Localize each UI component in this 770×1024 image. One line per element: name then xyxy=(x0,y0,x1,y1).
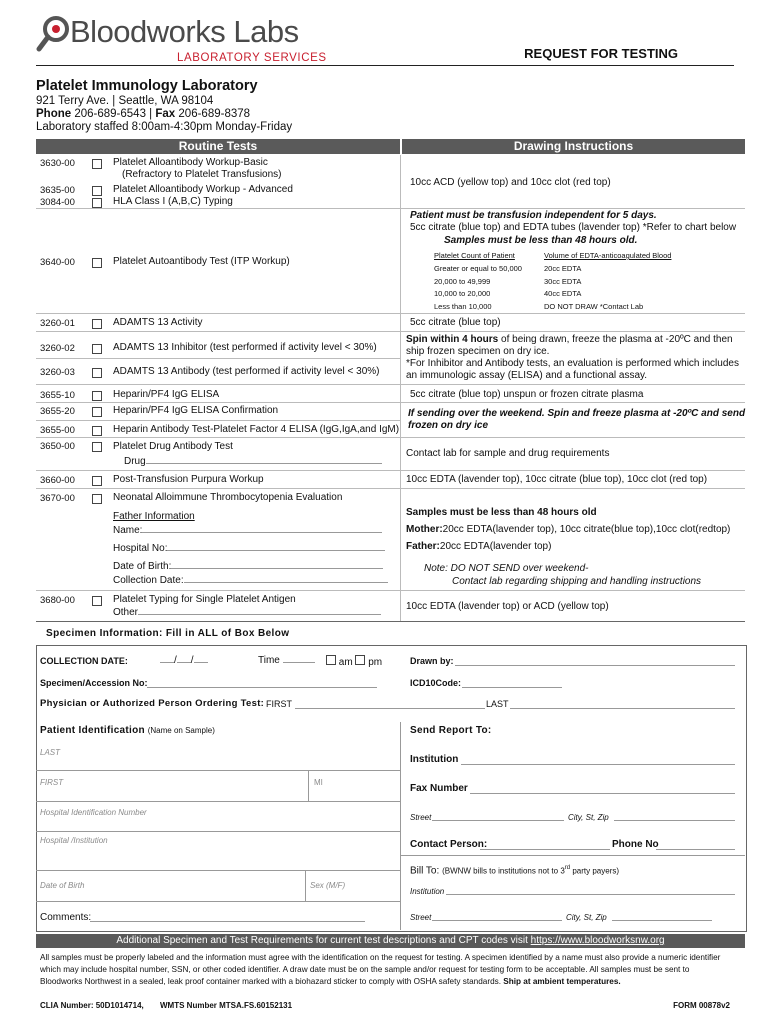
test-code: 3655-00 xyxy=(40,425,75,436)
label: Date of Birth: xyxy=(113,561,172,572)
icd-input[interactable] xyxy=(462,687,562,688)
checkbox-3640[interactable] xyxy=(92,258,102,268)
bill-institution-input[interactable] xyxy=(446,894,735,895)
row-divider xyxy=(36,208,745,209)
other-field xyxy=(113,607,381,619)
chart-cell: Greater or equal to 50,000 xyxy=(434,264,522,273)
am-pm-options xyxy=(326,655,382,669)
father-hospital-field xyxy=(113,543,385,555)
slash: / xyxy=(190,655,194,666)
emphasis: Mother: xyxy=(406,524,443,535)
label: Name: xyxy=(113,525,143,536)
test-name: ADAMTS 13 Inhibitor (test performed if activity level < 30%) xyxy=(113,342,377,353)
lab-name: Platelet Immunology Laboratory xyxy=(36,78,258,94)
row-divider xyxy=(36,331,745,332)
test-code: 3260-03 xyxy=(40,367,75,378)
checkbox-3260-02[interactable] xyxy=(92,344,102,354)
accession-input[interactable] xyxy=(147,687,377,688)
field-divider xyxy=(36,801,400,802)
slash: / xyxy=(174,655,177,666)
pm-checkbox[interactable] xyxy=(355,655,365,665)
checkbox-3635[interactable] xyxy=(92,186,102,196)
label: Other xyxy=(113,607,139,618)
form-number: FORM 00878v2 xyxy=(673,1001,730,1010)
am-checkbox[interactable] xyxy=(326,655,336,665)
separator: | xyxy=(149,108,153,120)
row-divider xyxy=(36,437,745,438)
test-code: 3084-00 xyxy=(40,197,75,208)
lab-contact xyxy=(36,108,250,120)
field-divider xyxy=(36,901,400,902)
chart-cell: 20cc EDTA xyxy=(544,264,582,273)
test-name: Neonatal Alloimmune Thrombocytopenia Evaluation xyxy=(113,492,343,503)
city-input[interactable] xyxy=(614,820,735,821)
collection-date-field xyxy=(113,575,388,587)
bill-to-line xyxy=(410,862,619,877)
test-name: ADAMTS 13 Antibody (test performed if activity level < 30%) xyxy=(113,366,380,377)
row-divider xyxy=(36,590,745,591)
test-name: Post-Transfusion Purpura Workup xyxy=(113,474,264,485)
test-code: 3660-00 xyxy=(40,475,75,486)
bill-to-label: Bill To: xyxy=(410,865,440,877)
label: Collection Date: xyxy=(113,575,184,586)
drawing-instruction: Samples must be less than 48 hours old xyxy=(406,507,597,518)
drawn-by-label: Drawn by: xyxy=(410,656,454,666)
row-divider xyxy=(36,384,745,385)
header-divider xyxy=(36,65,734,66)
drawing-instruction xyxy=(406,524,730,536)
row-divider xyxy=(36,402,745,403)
text: 20cc EDTA(lavender top) xyxy=(439,541,552,552)
test-code: 3670-00 xyxy=(40,493,75,504)
father-hospital-input[interactable] xyxy=(167,550,385,551)
test-code: 3635-00 xyxy=(40,185,75,196)
row-divider xyxy=(36,488,745,489)
text: of being drawn, freeze the plasma at -20ºC and then xyxy=(498,334,733,345)
test-name: Platelet Alloantibody Workup-Basic xyxy=(113,157,268,168)
phone-label: Phone xyxy=(36,108,72,120)
field-divider xyxy=(308,771,309,801)
fax-label: Fax xyxy=(155,108,176,120)
row-divider xyxy=(36,358,400,359)
checkbox-3260-01[interactable] xyxy=(92,319,102,329)
physician-label: Physician or Authorized Person Ordering Test: xyxy=(40,698,265,709)
fax-value: 206-689-8378 xyxy=(178,108,251,120)
comments-input[interactable] xyxy=(90,921,365,922)
bill-city-input[interactable] xyxy=(612,920,712,921)
bill-note: (BWNW bills to institutions not to 3 xyxy=(442,866,565,876)
drawing-instruction xyxy=(406,541,551,553)
wmts-number: WMTS Number MTSA.FS.60152131 xyxy=(160,1001,293,1010)
am-label: am xyxy=(338,657,353,668)
test-code: 3630-00 xyxy=(40,158,75,169)
comments-label: Comments: xyxy=(40,912,92,923)
checkbox-3670[interactable] xyxy=(92,494,102,504)
field-divider xyxy=(305,871,306,901)
fax-number-input[interactable] xyxy=(470,793,735,794)
drawing-instruction: frozen on dry ice xyxy=(408,420,489,431)
accession-label: Specimen/Accession No: xyxy=(40,678,148,688)
drug-input[interactable] xyxy=(146,463,382,464)
chart-cell: 20,000 to 49,999 xyxy=(434,277,491,286)
phone-no-label: Phone No xyxy=(612,839,659,850)
emphasis: Father: xyxy=(406,541,440,552)
father-dob-input[interactable] xyxy=(171,568,383,569)
patient-mi-label: MI xyxy=(314,778,323,787)
checkbox-3630[interactable] xyxy=(92,159,102,169)
dob-label: Date of Birth xyxy=(40,881,85,890)
time-input[interactable] xyxy=(283,662,315,663)
drawing-instruction xyxy=(406,334,733,346)
contact-person-input[interactable] xyxy=(480,849,610,850)
patient-id-note: (Name on Sample) xyxy=(147,726,215,735)
test-code: 3680-00 xyxy=(40,595,75,606)
physician-last-label: LAST xyxy=(486,699,509,709)
column-divider xyxy=(400,155,401,621)
other-input[interactable] xyxy=(138,614,381,615)
father-name-input[interactable] xyxy=(142,532,382,533)
test-code: 3655-20 xyxy=(40,406,75,417)
drawn-by-input[interactable] xyxy=(455,665,735,666)
logo xyxy=(36,14,336,64)
chart-cell: Less than 10,000 xyxy=(434,302,492,311)
father-name-field xyxy=(113,525,382,537)
emphasis: Spin within 4 hours xyxy=(406,334,499,345)
checkbox-3660[interactable] xyxy=(92,476,102,486)
checkbox-3650[interactable] xyxy=(92,442,102,452)
checkbox-3260-03[interactable] xyxy=(92,368,102,378)
drawing-instruction: an immunologic assay (ELISA) and a functional assay. xyxy=(406,370,648,381)
drawing-instruction: ship frozen specimen on dry ice. xyxy=(406,346,550,357)
patient-first-name-label: FIRST xyxy=(40,778,64,787)
clia-number: CLIA Number: 50D1014714, xyxy=(40,1001,144,1010)
test-name: Heparin/PF4 IgG ELISA xyxy=(113,389,220,400)
drawing-instructions-header: Drawing Instructions xyxy=(402,139,745,154)
hospital-institution-label: Hospital /Institution xyxy=(40,836,108,845)
time-field xyxy=(258,655,315,667)
bill-street-input[interactable] xyxy=(432,920,562,921)
test-name: HLA Class I (A,B,C) Typing xyxy=(113,196,233,207)
field-divider xyxy=(36,770,400,771)
checkbox-3655-10[interactable] xyxy=(92,391,102,401)
bill-note-end: party payers) xyxy=(570,866,620,876)
city-label: City, St, Zip xyxy=(568,813,609,822)
father-info-heading: Father Information xyxy=(113,511,195,522)
footer-paragraph xyxy=(40,976,621,988)
document-title: REQUEST FOR TESTING xyxy=(524,46,678,61)
footer-bar xyxy=(36,934,745,948)
drawing-instruction: If sending over the weekend. Spin and freeze plasma at -20ºC and send xyxy=(408,408,746,419)
checkbox-3655-00[interactable] xyxy=(92,426,102,436)
chart-cell: 30cc EDTA xyxy=(544,277,582,286)
test-name: Platelet Autoantibody Test (ITP Workup) xyxy=(113,256,290,267)
chart-header: Volume of EDTA-anticoagulated Blood xyxy=(544,251,672,260)
drawing-instruction: *For Inhibitor and Antibody tests, an evaluation is performed which includes xyxy=(406,358,739,369)
sex-label: Sex (M/F) xyxy=(310,881,346,890)
fax-number-label: Fax Number xyxy=(410,783,468,794)
test-name: Platelet Drug Antibody Test xyxy=(113,441,233,452)
row-divider xyxy=(36,621,745,622)
chart-cell: 10,000 to 20,000 xyxy=(434,289,491,298)
phone-no-input[interactable] xyxy=(656,849,735,850)
institution-label: Institution xyxy=(410,754,459,765)
contact-person-label: Contact Person: xyxy=(410,839,488,850)
footer-paragraph: All samples must be properly labeled and the information must agree with the identification on the request for testing. A specimen identified by a name must also provide a numeric identifier xyxy=(40,953,721,962)
lab-address: 921 Terry Ave. | Seattle, WA 98104 xyxy=(36,95,214,107)
patient-id-heading xyxy=(40,725,215,737)
phone-value: 206-689-6543 xyxy=(74,108,146,120)
checkbox-3655-20[interactable] xyxy=(92,407,102,417)
drawing-instruction: 5cc citrate (blue top) and EDTA tubes (lavender top) *Refer to chart below xyxy=(410,222,737,233)
bill-note-sup: rd xyxy=(564,865,571,871)
drug-field xyxy=(124,456,382,468)
row-divider xyxy=(36,313,745,314)
collection-date-label: COLLECTION DATE: xyxy=(40,656,128,666)
bill-institution-label: Institution xyxy=(410,887,445,896)
test-code: 3260-02 xyxy=(40,343,75,354)
test-code: 3655-10 xyxy=(40,390,75,401)
field-divider xyxy=(36,831,400,832)
routine-tests-header: Routine Tests xyxy=(36,139,400,154)
test-code: 3640-00 xyxy=(40,257,75,268)
emphasis: Ship at ambient temperatures. xyxy=(503,977,621,986)
lab-hours: Laboratory staffed 8:00am-4:30pm Monday-Friday xyxy=(36,121,293,133)
test-name-note: (Refractory to Platelet Transfusions) xyxy=(122,169,282,180)
bill-street-label: Street xyxy=(410,913,432,922)
text: Bloodworks Northwest in a sealed, leak proof container marked with a biohazard sticker to comply with OSHA safety standards. xyxy=(40,977,501,986)
checkbox-3680[interactable] xyxy=(92,596,102,606)
text: 20cc EDTA(lavender top), 10cc citrate(blue top),10cc clot(redtop) xyxy=(442,524,731,535)
time-label: Time xyxy=(258,655,280,666)
specimen-heading: Specimen Information: Fill in ALL of Box Below xyxy=(46,628,290,639)
test-code: 3650-00 xyxy=(40,441,75,452)
drawing-instruction: Contact lab regarding shipping and handling instructions xyxy=(452,576,702,587)
test-name: ADAMTS 13 Activity xyxy=(113,317,203,328)
send-report-heading: Send Report To: xyxy=(410,725,492,736)
collection-date-input[interactable] xyxy=(160,655,208,667)
brand-subtitle: LABORATORY SERVICES xyxy=(177,52,327,64)
drawing-instruction: Patient must be transfusion independent for 5 days. xyxy=(410,210,657,221)
drawing-instruction: Note: DO NOT SEND over weekend- xyxy=(424,563,589,574)
icd-label: ICD10Code: xyxy=(410,678,462,688)
chart-cell: DO NOT DRAW *Contact Lab xyxy=(544,302,644,311)
test-name: Platelet Alloantibody Workup - Advanced xyxy=(113,184,293,195)
collection-date-input[interactable] xyxy=(184,582,388,583)
drawing-instruction: 5cc citrate (blue top) unspun or frozen citrate plasma xyxy=(410,389,644,400)
footer-bar-text: Additional Specimen and Test Requirements for current test descriptions and CPT codes visit xyxy=(116,935,528,946)
field-divider xyxy=(36,870,400,871)
drawing-instruction: Contact lab for sample and drug requirements xyxy=(406,448,610,459)
father-dob-field xyxy=(113,561,383,573)
row-divider xyxy=(36,420,400,421)
pm-label: pm xyxy=(368,657,383,668)
drawing-instruction: Samples must be less than 48 hours old. xyxy=(444,235,638,246)
physician-first-input[interactable] xyxy=(295,708,485,709)
patient-id-label: Patient Identification xyxy=(40,725,145,736)
test-name: Heparin/PF4 IgG ELISA Confirmation xyxy=(113,405,279,416)
footer-paragraph: which may include hospital number, SSN, or other coded identifier. A draw date must be on the sample and/or request for testing form to be acceptable. All samples must be sent to xyxy=(40,965,690,974)
chart-header: Platelet Count of Patient xyxy=(434,251,515,260)
website-link[interactable]: https://www.bloodworksnw.org xyxy=(530,935,665,946)
drawing-instruction: 5cc citrate (blue top) xyxy=(410,317,501,328)
row-divider xyxy=(36,470,745,471)
field-divider xyxy=(400,855,745,856)
column-divider xyxy=(400,722,401,930)
chart-cell: 40cc EDTA xyxy=(544,289,582,298)
drawing-instruction: 10cc EDTA (lavender top) or ACD (yellow top) xyxy=(406,601,609,612)
drawing-instruction: 10cc ACD (yellow top) and 10cc clot (red top) xyxy=(410,177,611,188)
institution-input[interactable] xyxy=(461,764,735,765)
street-label: Street xyxy=(410,813,432,822)
drawing-instruction: 10cc EDTA (lavender top), 10cc citrate (blue top), 10cc clot (red top) xyxy=(406,474,708,485)
patient-last-name-label: LAST xyxy=(40,748,61,757)
test-code: 3260-01 xyxy=(40,318,75,329)
label: Hospital No: xyxy=(113,543,168,554)
physician-last-input[interactable] xyxy=(510,708,735,709)
drug-label: Drug xyxy=(124,456,146,467)
brand-name: Bloodworks Labs xyxy=(70,14,299,49)
test-name: Platelet Typing for Single Platelet Antigen xyxy=(113,594,296,605)
physician-first-label: FIRST xyxy=(266,699,292,709)
street-input[interactable] xyxy=(432,820,564,821)
magnifier-logo-icon xyxy=(36,14,72,54)
hospital-id-label: Hospital Identification Number xyxy=(40,808,147,817)
checkbox-3084[interactable] xyxy=(92,198,102,208)
bill-city-label: City, St, Zip xyxy=(566,913,607,922)
test-name: Heparin Antibody Test-Platelet Factor 4 ELISA (IgG,IgA,and IgM) xyxy=(113,424,400,435)
